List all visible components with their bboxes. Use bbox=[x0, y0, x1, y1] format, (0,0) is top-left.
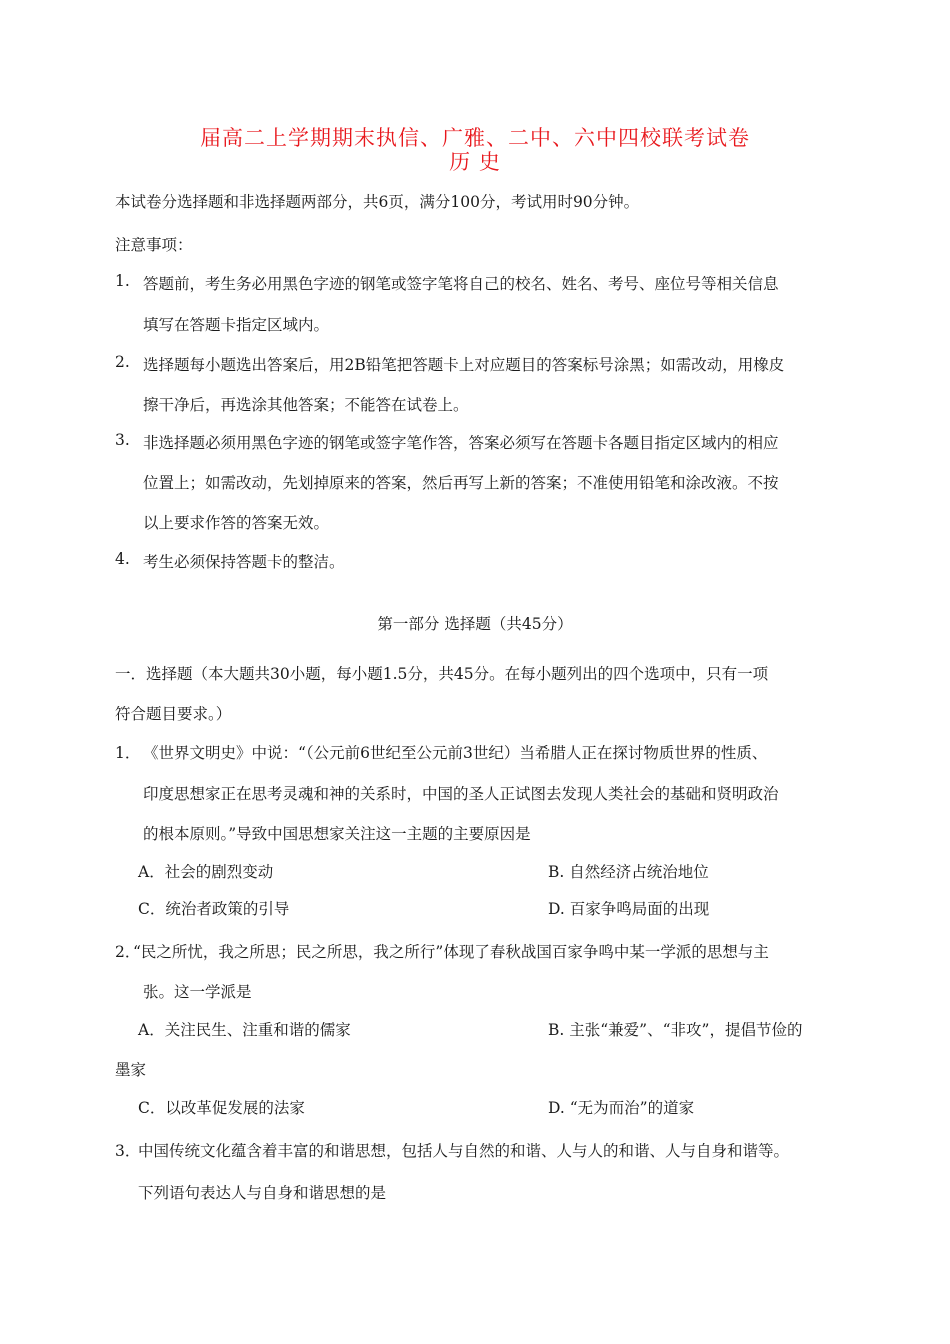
question-stem: 印度思想家正在思考灵魂和神的关系时，中国的圣人正试图去发现人类社会的基础和贤明政治 bbox=[143, 785, 779, 803]
subject-title: 历 史 bbox=[449, 150, 501, 174]
question-number: 2． bbox=[115, 943, 141, 961]
note-line: 考生必须保持答题卡的整洁。 bbox=[143, 553, 345, 571]
note-line: 非选择题必须用黑色字迹的钢笔或签字笔作答，答案必须写在答题卡各题目指定区域内的相应 bbox=[143, 434, 779, 452]
question-stem: 下列语句表达人与自身和谐思想的是 bbox=[138, 1184, 387, 1202]
notes-title: 注意事项： bbox=[115, 236, 193, 254]
option-d: D. 百家争鸣局面的出现 bbox=[548, 900, 710, 918]
option-b: B. 主张“兼爱”、“非攻”，提倡节俭的 bbox=[548, 1021, 803, 1039]
note-line: 擦干净后，再选涂其他答案；不能答在试卷上。 bbox=[143, 396, 469, 414]
note-line: 答题前，考生务必用黑色字迹的钢笔或签字笔将自己的校名、姓名、考号、座位号等相关信息 bbox=[143, 275, 779, 293]
exam-title: 届高二上学期期末执信、广雅、二中、六中四校联考试卷 bbox=[200, 126, 750, 150]
note-line: 位置上；如需改动，先划掉原来的答案，然后再写上新的答案；不准使用铅笔和涂改液。不按 bbox=[143, 474, 779, 492]
option-a: A．关注民生、注重和谐的儒家 bbox=[138, 1021, 351, 1039]
question-number: 1． bbox=[115, 744, 141, 762]
option-d: D. “无为而治”的道家 bbox=[548, 1099, 695, 1117]
option-c: C．统治者政策的引导 bbox=[138, 900, 290, 918]
section-instructions: 一．选择题（本大题共30小题，每小题1.5分，共45分。在每小题列出的四个选项中，只有一项 bbox=[115, 665, 769, 683]
question-stem: 张。这一学派是 bbox=[143, 983, 252, 1001]
question-stem: 的根本原则。”导致中国思想家关注这一主题的主要原因是 bbox=[143, 825, 531, 843]
note-line: 选择题每小题选出答案后，用2B铅笔把答题卡上对应题目的答案标号涂黑；如需改动，用橡皮 bbox=[143, 356, 785, 374]
note-number: 4. bbox=[115, 550, 130, 568]
question-number: 3． bbox=[115, 1142, 141, 1160]
note-number: 3. bbox=[115, 431, 130, 449]
option-c: C．以改革促发展的法家 bbox=[138, 1099, 305, 1117]
option-b-continued: 墨家 bbox=[115, 1061, 147, 1079]
note-number: 1. bbox=[115, 272, 130, 290]
part-title: 第一部分 选择题（共45分） bbox=[377, 615, 573, 633]
option-b: B. 自然经济占统治地位 bbox=[548, 863, 709, 881]
section-instructions: 符合题目要求。） bbox=[115, 705, 232, 723]
note-line: 填写在答题卡指定区域内。 bbox=[143, 316, 330, 334]
question-stem: 《世界文明史》中说：“（公元前6世纪至公元前3世纪）当希腊人正在探讨物质世界的性质、 bbox=[143, 744, 768, 762]
question-stem: 中国传统文化蕴含着丰富的和谐思想，包括人与自然的和谐、人与人的和谐、人与自身和谐等。 bbox=[138, 1142, 790, 1160]
note-number: 2. bbox=[115, 353, 130, 371]
question-stem: “民之所忧，我之所思；民之所思，我之所行”体现了春秋战国百家争鸣中某一学派的思想与主 bbox=[133, 943, 769, 961]
option-a: A．社会的剧烈变动 bbox=[138, 863, 274, 881]
note-line: 以上要求作答的答案无效。 bbox=[143, 514, 330, 532]
intro-text: 本试卷分选择题和非选择题两部分，共6页，满分100分，考试用时90分钟。 bbox=[115, 193, 640, 211]
